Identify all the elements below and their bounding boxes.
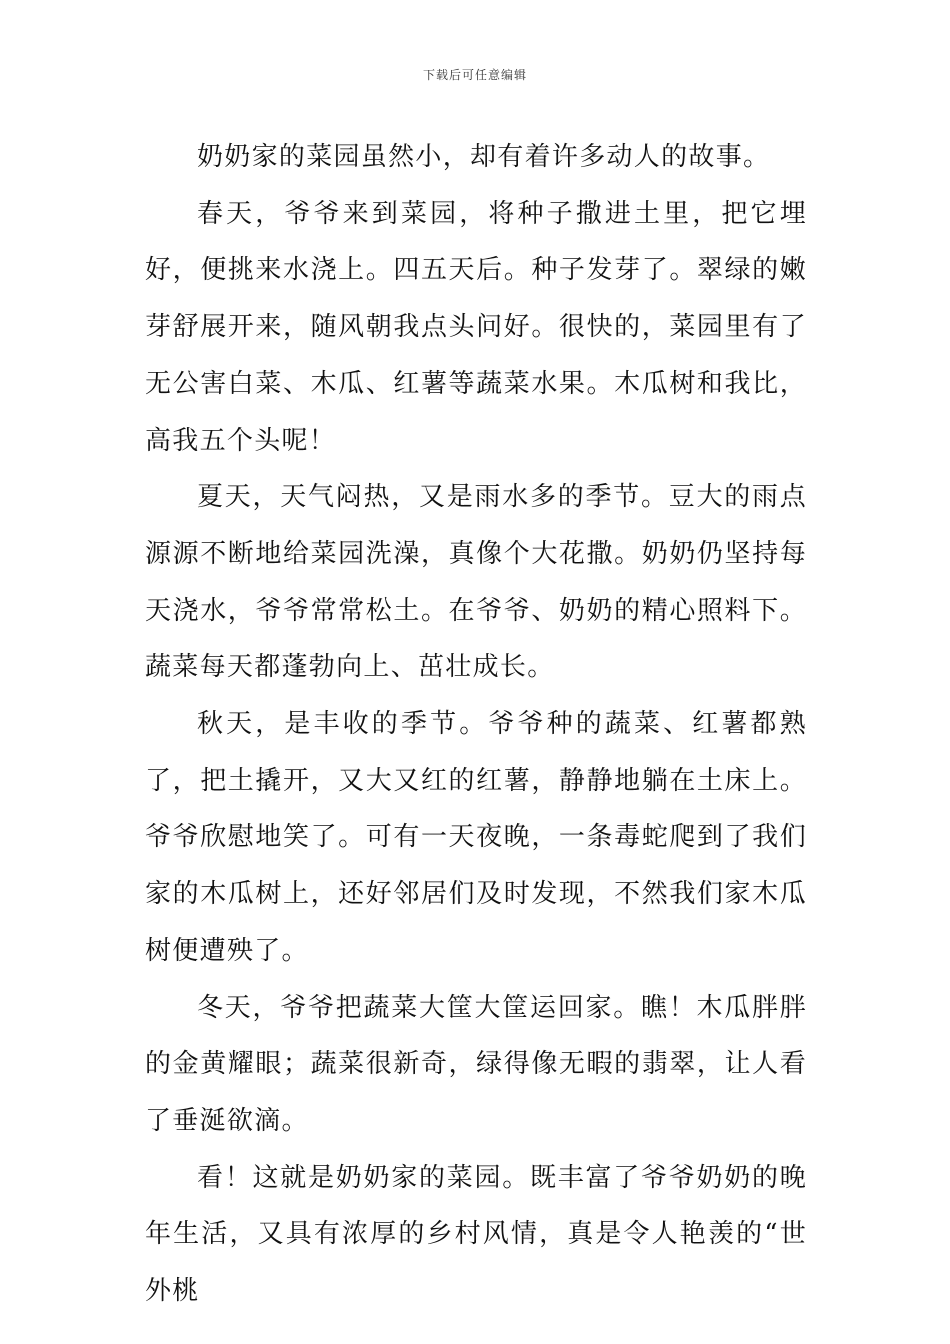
paragraph: 夏天，天气闷热，又是雨水多的季节。豆大的雨点源源不断地给菜园洗澡，真像个大花撒。奶奶仍坚持每天浇水，爷爷常常松土。在爷爷、奶奶的精心照料下。蔬菜每天都蓬勃向上、茁壮成长。: [145, 482, 807, 683]
paragraph: 奶奶家的菜园虽然小，却有着许多动人的故事。: [197, 142, 771, 172]
paragraph: 冬天，爷爷把蔬菜大筐大筐运回家。瞧！木瓜胖胖的金黄耀眼；蔬菜很新奇，绿得像无暇的翡翠，让人看了垂涎欲滴。: [145, 992, 807, 1136]
paragraph: 秋天，是丰收的季节。爷爷种的蔬菜、红薯都熟了，把土撬开，又大又红的红薯，静静地躺在土床上。爷爷欣慰地笑了。可有一天夜晚，一条毒蛇爬到了我们家的木瓜树上，还好邻居们及时发现，不然我们家木瓜树便遭殃了。: [145, 709, 807, 966]
paragraph: 春天，爷爷来到菜园，将种子撒进土里，把它埋好，便挑来水浇上。四五天后。种子发芽了。翠绿的嫩芽舒展开来，随风朝我点头问好。很快的，菜园里有了无公害白菜、木瓜、红薯等蔬菜水果。木瓜树和我比，高我五个头呢！: [145, 198, 807, 456]
document-body: [145, 129, 807, 1320]
paragraph: 看！这就是奶奶家的菜园。既丰富了爷爷奶奶的晚年生活，又具有浓厚的乡村风情，真是令人艳羡的“世外桃: [145, 1162, 807, 1307]
page-header: 下载后可任意编辑: [422, 68, 527, 82]
